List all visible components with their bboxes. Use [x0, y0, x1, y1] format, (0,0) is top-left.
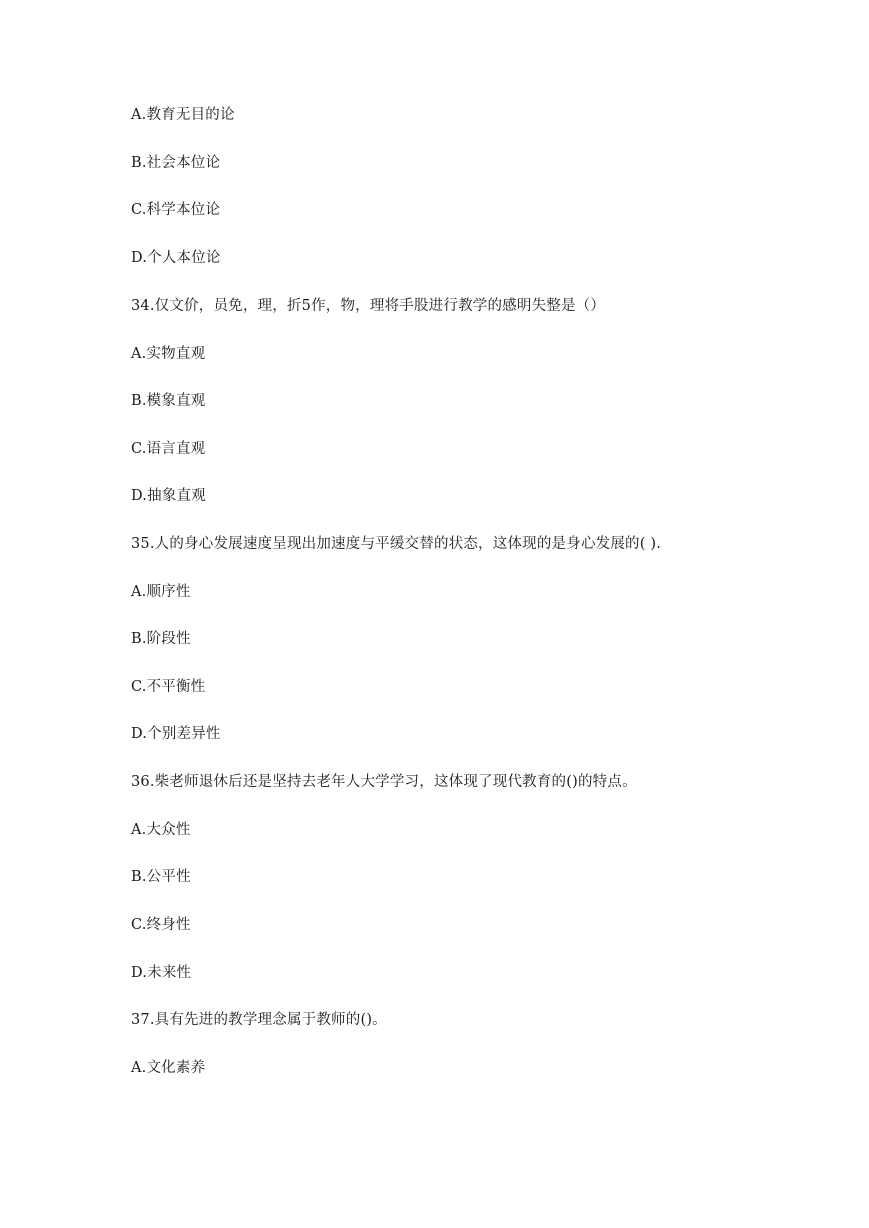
- option-36-d: D.未来性: [131, 965, 192, 981]
- question-36: 36.柴老师退休后还是坚持去老年人大学学习，这体现了现代教育的()的特点。: [131, 774, 637, 790]
- option-33-b: B.社会本位论: [131, 155, 221, 171]
- option-34-d: D.抽象直观: [131, 488, 206, 504]
- option-33-a: A.教育无目的论: [131, 107, 235, 123]
- option-36-b: B.公平性: [131, 869, 191, 885]
- question-34: 34.仅文价，员免，理，折5作，物，理将手股进行教学的感明失整是（）: [131, 298, 606, 314]
- option-34-c: C.语言直观: [131, 441, 206, 457]
- option-34-b: B.模象直观: [131, 393, 206, 409]
- option-35-b: B.阶段性: [131, 631, 191, 647]
- option-36-a: A.大众性: [131, 822, 191, 838]
- option-33-d: D.个人本位论: [131, 250, 221, 266]
- option-35-a: A.顺序性: [131, 584, 191, 600]
- option-35-d: D.个别差异性: [131, 726, 221, 742]
- option-35-c: C.不平衡性: [131, 679, 206, 695]
- question-37: 37.具有先进的教学理念属于教师的()。: [131, 1012, 387, 1028]
- option-37-a: A.文化素养: [131, 1060, 206, 1076]
- option-34-a: A.实物直观: [131, 346, 206, 362]
- option-33-c: C.科学本位论: [131, 202, 221, 218]
- question-35: 35.人的身心发展速度呈现出加速度与平缓交替的状态，这体现的是身心发展的( ).: [131, 536, 662, 552]
- option-36-c: C.终身性: [131, 917, 191, 933]
